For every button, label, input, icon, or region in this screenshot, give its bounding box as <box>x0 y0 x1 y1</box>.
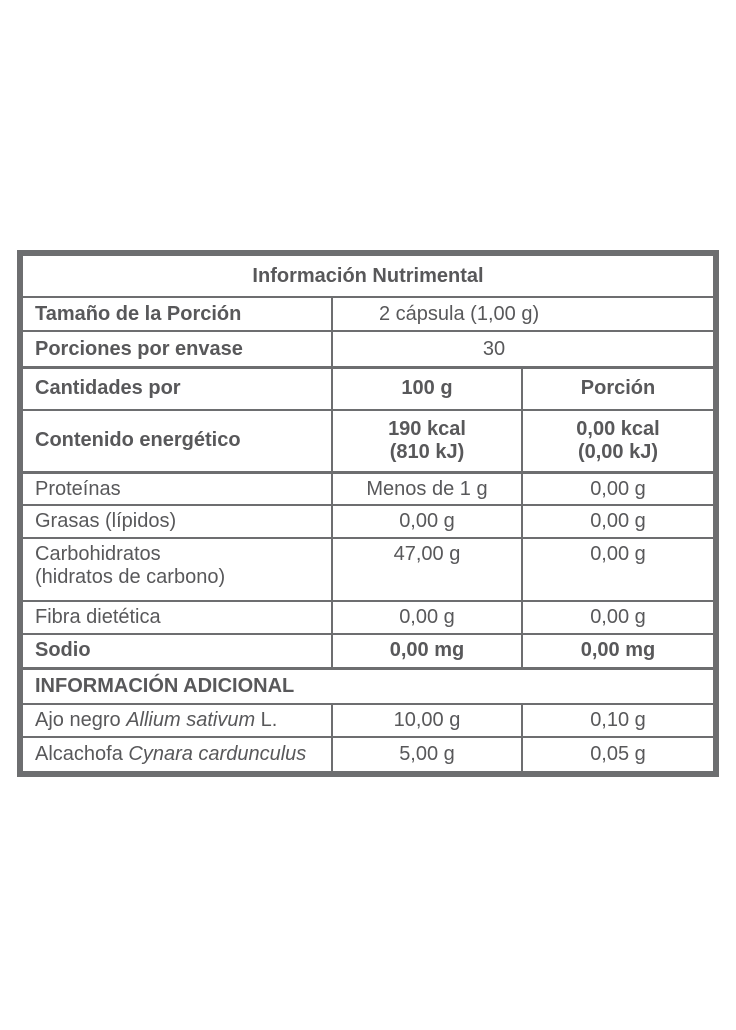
title-row <box>23 256 713 297</box>
additional-info-heading-row <box>23 668 713 703</box>
panel-title: Información Nutrimental <box>23 256 713 297</box>
nutrient-row <box>23 601 713 634</box>
nutrient-label: Fibra dietética <box>23 601 332 634</box>
nutrient-per-serving: 0,00 mg <box>522 634 713 668</box>
additional-item-label <box>23 704 332 737</box>
per-serving-header: Porción <box>522 368 713 410</box>
nutrition-facts-panel <box>17 250 719 777</box>
nutrient-per-100g: 0,00 mg <box>332 634 522 668</box>
nutrient-row <box>23 472 713 505</box>
energy-kcal-per-serving: 0,00 kcal <box>576 417 660 440</box>
nutrient-row <box>23 505 713 537</box>
nutrient-per-serving: 0,00 g <box>522 505 713 537</box>
amounts-per-label: Cantidades por <box>23 368 332 410</box>
serving-size-value: 2 cápsula (1,00 g) <box>332 297 713 331</box>
energy-per-100g <box>332 410 522 472</box>
nutrient-per-serving: 0,00 g <box>522 601 713 634</box>
per-100g-header: 100 g <box>332 368 522 410</box>
nutrient-row <box>23 634 713 668</box>
ingredient-scientific-name: Cynara cardunculus <box>128 742 307 765</box>
energy-kj-per-100g: (810 kJ) <box>389 440 465 463</box>
additional-info-heading: INFORMACIÓN ADICIONAL <box>23 668 713 703</box>
energy-per-serving <box>522 410 713 472</box>
energy-label: Contenido energético <box>23 410 332 472</box>
ingredient-name: Alcachofa <box>35 742 123 765</box>
additional-item-per-serving: 0,05 g <box>522 737 713 771</box>
nutrient-label: Proteínas <box>23 472 332 505</box>
energy-kj-per-serving: (0,00 kJ) <box>577 440 659 463</box>
nutrient-row <box>23 538 713 601</box>
servings-per-container-value: 30 <box>332 331 713 367</box>
nutrient-per-100g: 47,00 g <box>332 538 522 601</box>
nutrient-per-serving: 0,00 g <box>522 538 713 601</box>
nutrition-table <box>23 256 713 771</box>
ingredient-name: Ajo negro <box>35 708 121 731</box>
energy-kcal-per-100g: 190 kcal <box>388 417 466 440</box>
serving-size-row <box>23 297 713 331</box>
additional-item-per-serving: 0,10 g <box>522 704 713 737</box>
nutrient-per-100g: 0,00 g <box>332 505 522 537</box>
nutrient-per-100g: Menos de 1 g <box>332 472 522 505</box>
additional-item-label <box>23 737 332 771</box>
additional-item-per-100g: 10,00 g <box>332 704 522 737</box>
energy-row <box>23 410 713 472</box>
nutrient-label <box>23 538 332 601</box>
nutrient-label: Grasas (lípidos) <box>23 505 332 537</box>
column-header-row <box>23 368 713 410</box>
nutrient-label-line2: (hidratos de carbono) <box>35 565 226 588</box>
servings-per-container-row <box>23 331 713 367</box>
ingredient-scientific-name: Allium sativum <box>126 708 256 731</box>
additional-item-row <box>23 704 713 737</box>
additional-item-per-100g: 5,00 g <box>332 737 522 771</box>
nutrient-label: Sodio <box>23 634 332 668</box>
nutrient-per-100g: 0,00 g <box>332 601 522 634</box>
serving-size-label: Tamaño de la Porción <box>23 297 332 331</box>
ingredient-scientific-suffix: L. <box>260 708 278 731</box>
additional-item-row <box>23 737 713 771</box>
nutrient-per-serving: 0,00 g <box>522 472 713 505</box>
servings-per-container-label: Porciones por envase <box>23 331 332 367</box>
nutrient-label-line1: Carbohidratos <box>35 542 161 565</box>
